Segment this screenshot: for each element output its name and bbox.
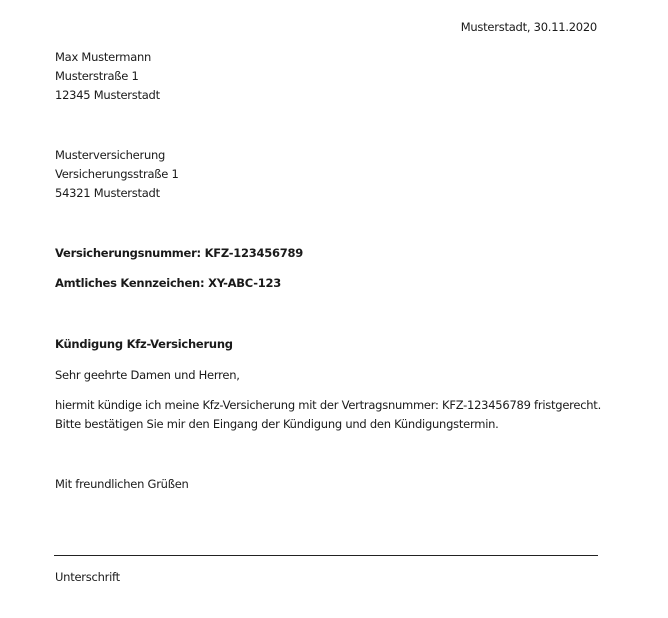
policy-number: Versicherungsnummer: KFZ-123456789 bbox=[55, 246, 304, 260]
recipient-street: Versicherungsstraße 1 bbox=[55, 167, 179, 181]
date-line: Musterstadt, 30.11.2020 bbox=[460, 20, 597, 34]
license-plate: Amtliches Kennzeichen: XY-ABC-123 bbox=[55, 276, 282, 290]
sender-name: Max Mustermann bbox=[55, 50, 152, 64]
sender-city: 12345 Musterstadt bbox=[55, 88, 160, 102]
closing: Mit freundlichen Grüßen bbox=[55, 477, 189, 491]
signature-label: Unterschrift bbox=[55, 570, 120, 584]
signature-line bbox=[54, 555, 598, 556]
recipient-name: Musterversicherung bbox=[55, 148, 166, 162]
letter-subject: Kündigung Kfz-Versicherung bbox=[55, 337, 233, 351]
salutation: Sehr geehrte Damen und Herren, bbox=[55, 368, 240, 382]
recipient-city: 54321 Musterstadt bbox=[55, 186, 160, 200]
body-line-1: hiermit kündige ich meine Kfz-Versicherung mit der Vertragsnummer: KFZ-123456789 fristgerecht. bbox=[55, 398, 601, 412]
sender-street: Musterstraße 1 bbox=[55, 69, 139, 83]
body-line-2: Bitte bestätigen Sie mir den Eingang der Kündigung und den Kündigungstermin. bbox=[55, 417, 499, 431]
